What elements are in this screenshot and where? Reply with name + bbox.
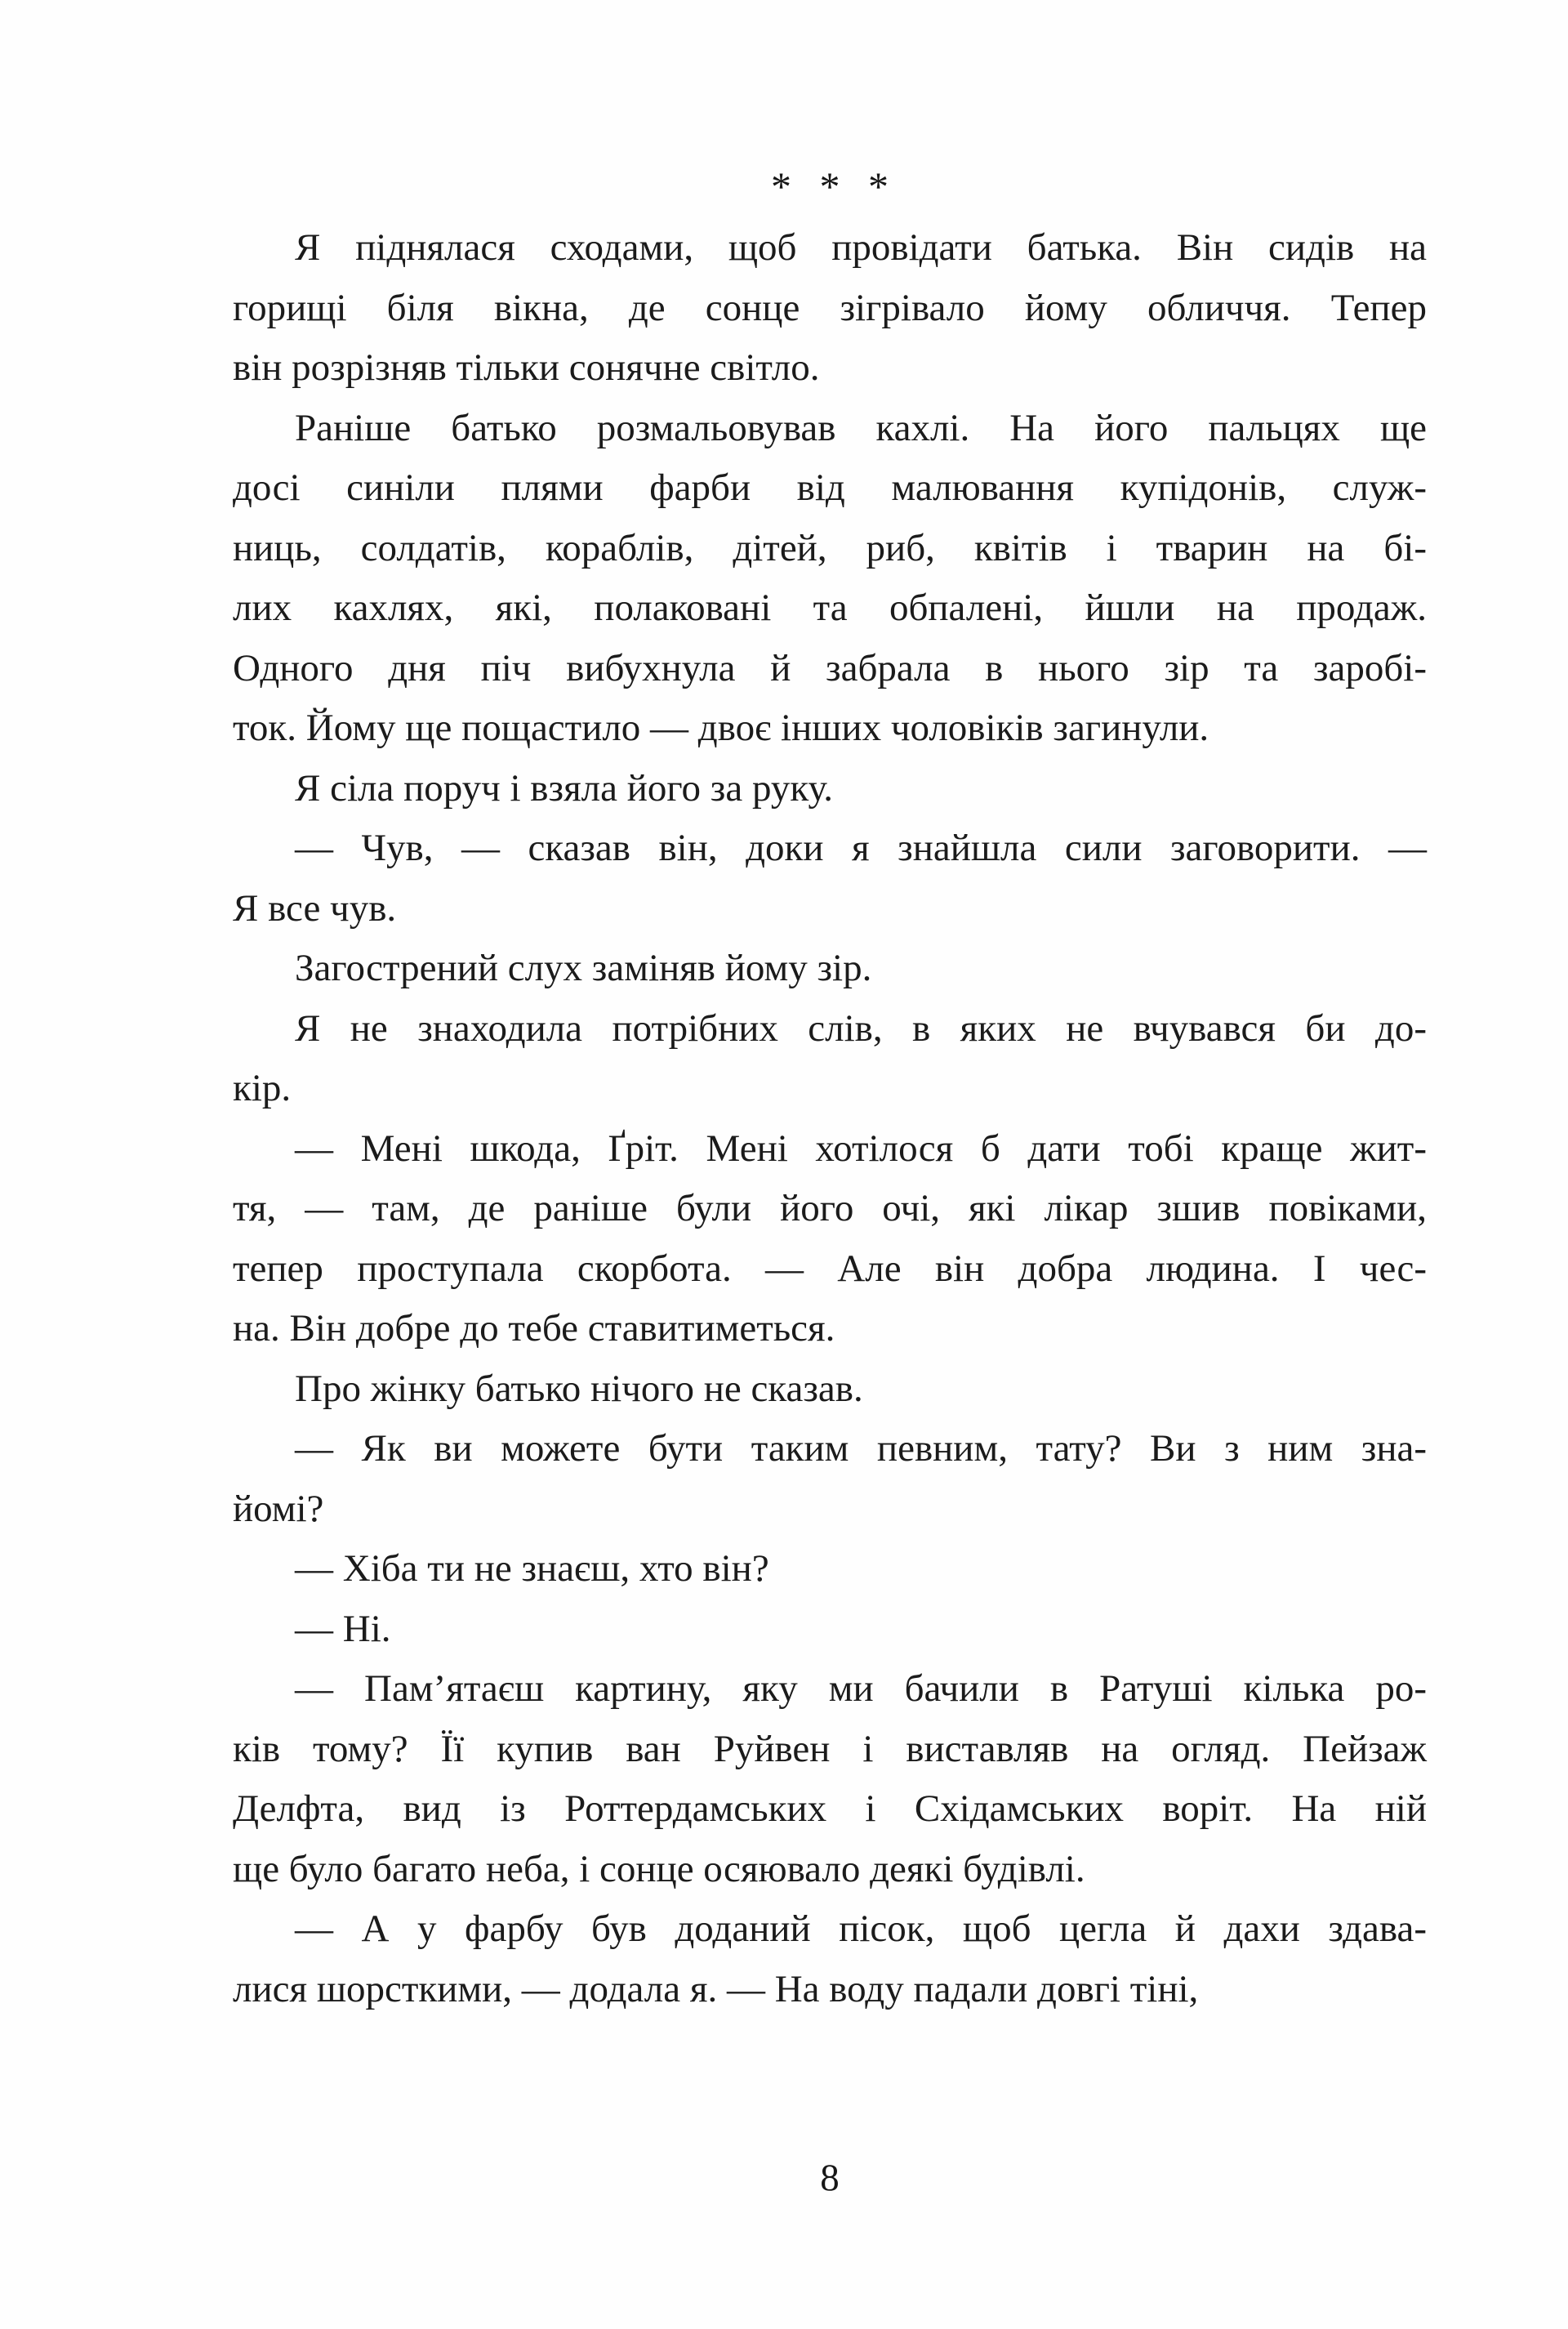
text-line: — Мені шкода, Ґріт. Мені хотілося б дати тобі краще жит- (295, 1127, 1427, 1170)
text-line: лися шорсткими, — додала я. — На воду падали довгі тіні, (233, 1967, 1199, 2010)
text-line: Про жінку батько нічого не сказав. (295, 1367, 863, 1410)
text-line: Я сіла поруч і взяла його за руку. (295, 766, 834, 810)
text-line: горищі біля вікна, де сонце зігрівало йому обличчя. Тепер (233, 286, 1427, 329)
text-line: Загострений слух заміняв йому зір. (295, 947, 872, 989)
paragraph (233, 999, 1427, 1119)
paragraph (233, 819, 1427, 939)
paragraph (233, 759, 1427, 819)
text-line: ків тому? Її купив ван Руйвен і виставляв на огляд. Пейзаж (233, 1727, 1427, 1770)
text-line: — Пам’ятаєш картину, яку ми бачили в Ратуші кілька ро- (295, 1667, 1427, 1710)
paragraph (233, 218, 1427, 399)
text-line: ниць, солдатів, кораблів, дітей, риб, квітів і тварин на бі- (233, 526, 1427, 569)
text-line: Я все чув. (233, 886, 397, 930)
text-line: — Як ви можете бути таким певним, тату? Ви з ним зна- (295, 1427, 1427, 1470)
text-line: Делфта, вид із Роттердамських і Східамських воріт. На ній (233, 1787, 1427, 1830)
page-number: 8 (820, 2157, 840, 2199)
section-separator: * * * (771, 163, 889, 209)
text-line: йомі? (233, 1487, 324, 1530)
text-line: — А у фарбу був доданий пісок, щоб цегла й дахи здава- (295, 1907, 1427, 1950)
text-line: Я не знаходила потрібних слів, в яких не вчувався би до- (295, 1006, 1427, 1050)
paragraph (233, 1539, 1427, 1600)
text-line: тя, — там, де раніше були його очі, які лікар зшив повіками, (233, 1187, 1427, 1229)
paragraph (233, 1659, 1427, 1899)
text-line: тепер проступала скорбота. — Але він добра людина. І чес- (233, 1247, 1427, 1290)
text-line: ток. Йому ще пощастило — двоє інших чоловіків загинули. (233, 707, 1209, 749)
paragraph (233, 1600, 1427, 1660)
paragraph (233, 939, 1427, 999)
paragraph (233, 1119, 1427, 1359)
text-line: на. Він добре до тебе ставитиметься. (233, 1307, 835, 1350)
text-line: ще було багато неба, і сонце осяювало деякі будівлі. (233, 1847, 1085, 1890)
paragraph (233, 399, 1427, 759)
paragraph (233, 1899, 1427, 2019)
paragraph (233, 1419, 1427, 1539)
text-line: Раніше батько розмальовував кахлі. На його пальцях ще (295, 406, 1427, 449)
text-line: Одного дня піч вибухнула й забрала в нього зір та заробі- (233, 646, 1427, 689)
text-line: лих кахлях, які, полаковані та обпалені, йшли на продаж. (233, 587, 1427, 629)
text-content (233, 218, 1427, 2019)
paragraph (233, 1359, 1427, 1420)
text-line: — Чув, — сказав він, доки я знайшла сили заговорити. — (295, 827, 1427, 869)
text-line: — Ні. (295, 1607, 391, 1650)
text-line: — Хіба ти не знаєш, хто він? (295, 1547, 769, 1590)
text-line: досі синіли плями фарби від малювання купідонів, служ- (233, 466, 1427, 509)
text-block (233, 157, 1427, 2019)
text-line: він розрізняв тільки сонячне світло. (233, 346, 820, 389)
text-line: кір. (233, 1067, 292, 1109)
text-line: Я піднялася сходами, щоб провідати батька. Він сидів на (295, 226, 1427, 269)
